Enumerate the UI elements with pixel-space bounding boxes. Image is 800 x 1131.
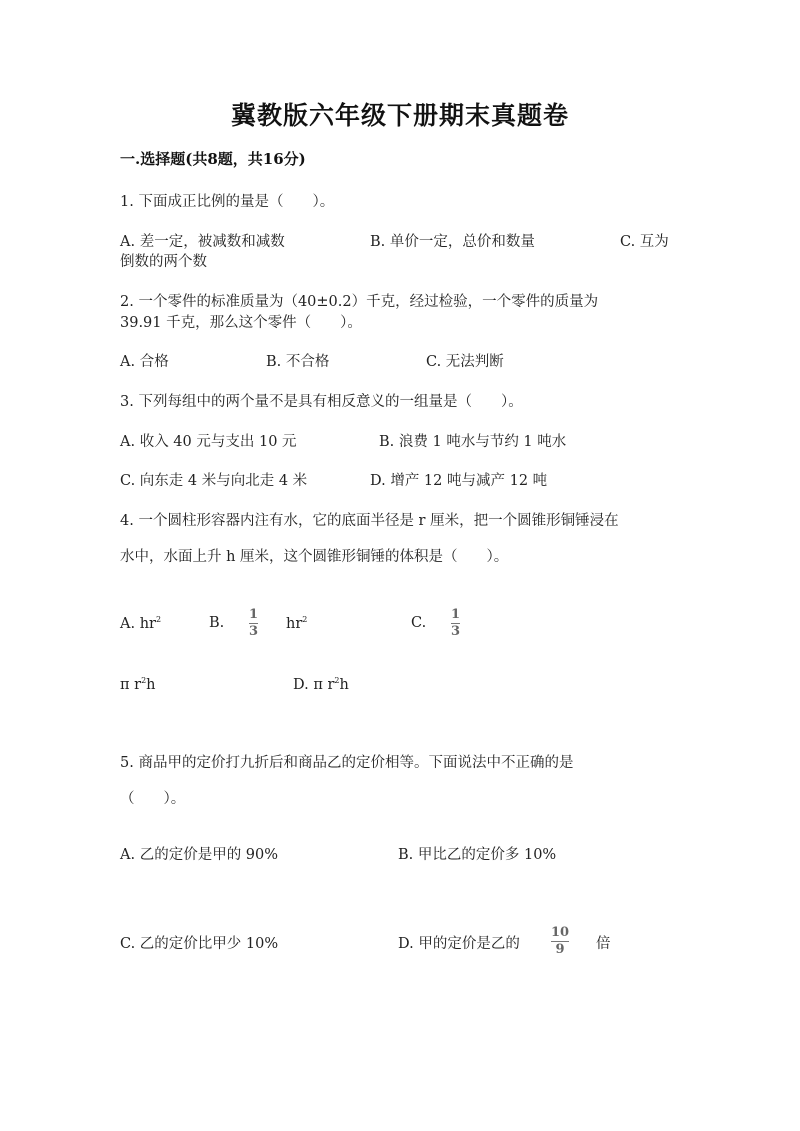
section-heading: 一.选择题(共8题，共16分) [120, 150, 306, 168]
question-4-option-d: D. π $r^2h$ [293, 676, 349, 693]
question-4-option-c-fraction: 1 3 [451, 607, 461, 639]
question-3-stem: 3. 下列每组中的两个量不是具有相反意义的一组量是（ ）。 [120, 394, 523, 410]
question-1-option-c-continued: 倒数的两个数 [120, 254, 207, 270]
question-4-option-b-expression: $hr^2$ [286, 615, 308, 632]
question-2-option-a: A. 合格 [120, 354, 169, 370]
question-4-option-c-expression: π $r^2h$ [120, 676, 156, 693]
question-1-stem: 1. 下面成正比例的量是（ ）。 [120, 194, 335, 210]
question-5-option-c: C. 乙的定价比甲少 10% [120, 936, 279, 952]
question-5-option-a: A. 乙的定价是甲的 90% [120, 847, 279, 863]
question-2-option-b: B. 不合格 [266, 354, 330, 370]
question-5-option-d-fraction: 10 9 [551, 925, 570, 957]
question-4-stem-line-1: 4. 一个圆柱形容器内注有水，它的底面半径是 r 厘米，把一个圆锥形铜锤浸在 [120, 513, 619, 529]
question-1-option-c: C. 互为 [620, 234, 669, 250]
question-4-option-a: A. $hr^2$ [120, 615, 162, 632]
question-5-option-b: B. 甲比乙的定价多 10% [398, 847, 557, 863]
question-3-option-d: D. 增产 12 吨与减产 12 吨 [370, 473, 548, 489]
question-4-option-b-fraction: 1 3 [249, 607, 259, 639]
question-5-stem-line-2: （ ）。 [120, 791, 186, 807]
question-4-option-c-label: C. [411, 615, 427, 631]
question-1-option-b: B. 单价一定，总价和数量 [370, 234, 535, 250]
question-2-option-c: C. 无法判断 [426, 354, 504, 370]
question-3-option-b: B. 浪费 1 吨水与节约 1 吨水 [379, 434, 567, 450]
page-title: 冀教版六年级下册期末真题卷 [230, 101, 569, 130]
question-2-stem-line-1: 2. 一个零件的标准质量为（40±0.2）千克，经过检验，一个零件的质量为 [120, 294, 599, 310]
question-2-stem-line-2: 39.91 千克，那么这个零件（ ）。 [120, 315, 362, 331]
question-5-stem-line-1: 5. 商品甲的定价打九折后和商品乙的定价相等。下面说法中不正确的是 [120, 755, 574, 771]
question-4-stem-line-2: 水中，水面上升 h 厘米，这个圆锥形铜锤的体积是（ ）。 [120, 549, 509, 565]
question-1-option-a: A. 差一定，被减数和减数 [120, 234, 285, 250]
question-3-option-a: A. 收入 40 元与支出 10 元 [120, 434, 297, 450]
question-4-option-b-label: B. [209, 615, 225, 631]
question-5-option-d: D. 甲的定价是乙的 [398, 936, 520, 952]
question-5-option-d-suffix: 倍 [596, 936, 611, 952]
question-3-option-c: C. 向东走 4 米与向北走 4 米 [120, 473, 308, 489]
